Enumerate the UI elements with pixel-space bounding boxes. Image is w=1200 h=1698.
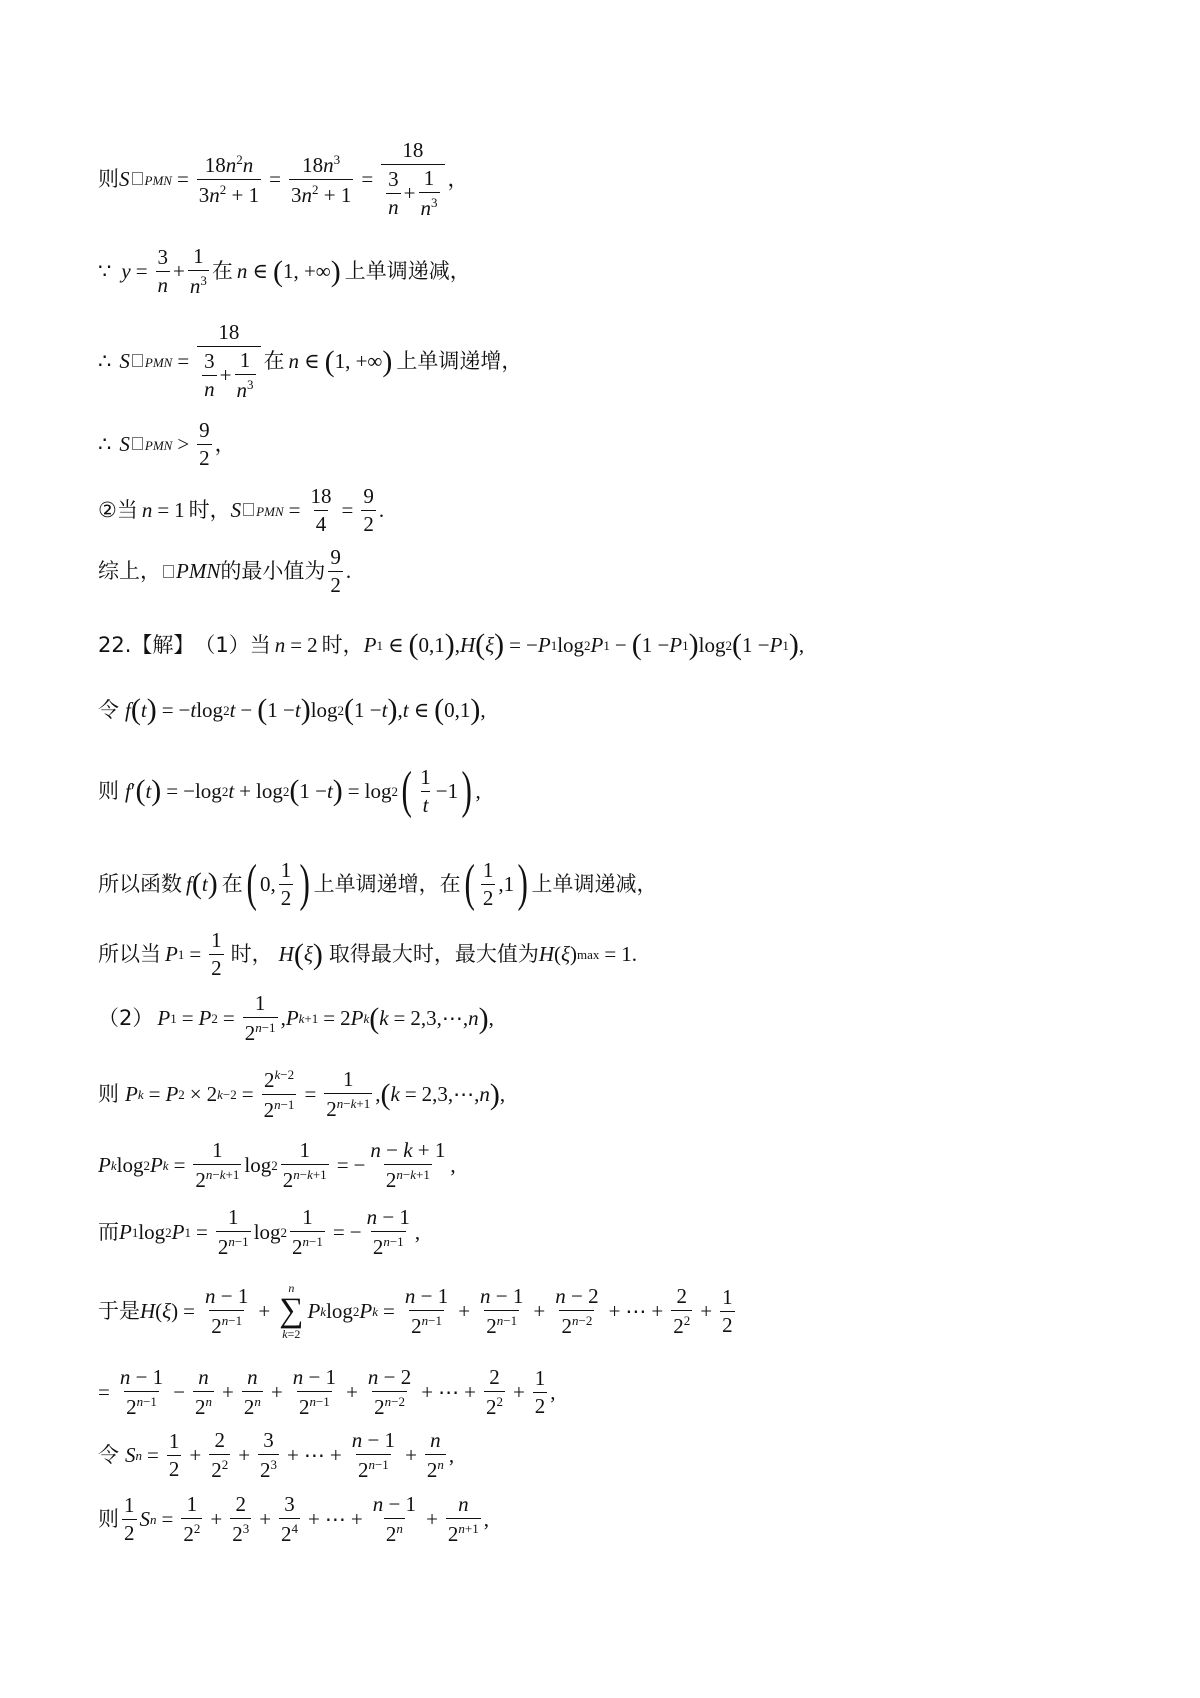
entropy-sum: 于是 H ( ξ ) = $\frac{n - 1}{2^{n-1}}$ + n ∑ k=2 P k log 2 P k = $\frac{n - 1}{2^{n-1}}$ + $\frac{n - 1}{2^{n-1}}$ + $\frac{n - 2}{2^{n-2}}$ + ⋯ + $\frac{2}{2^2}$ + $\frac{1}{2}$ [98,1281,733,1341]
text-er: 而 [98,1220,119,1244]
text-decreasing: 上单调递减， [344,259,471,283]
text-shi: 时， [230,942,273,966]
text-period: . [378,498,385,522]
text-max-value: 取得最大时，最大值为 [328,942,539,966]
text-increasing-then: 上单调递增，在 [313,871,461,896]
text-so-when: 所以当 [98,942,161,966]
text-zai: 在 [221,871,243,896]
text-ze: 则 [98,1082,119,1106]
text-ze: 则 [98,167,119,191]
text-yushi: 于是 [98,1298,140,1323]
problem-22-part-1: 22.【解】 （1）当 n = 2 时， P 1 ∈ ( 0,1 ) , H ( ξ ) = − P 1 log 2 P 1 − ( 1 − P 1 ) log 2 ( 1 − P 1 ) , [98,628,805,661]
text-min-value: 的最小值为 [220,559,326,583]
formula-pk-log: P k log 2 P k = $\frac{1}{2^{n-k+1}}$ log 2 $\frac{1}{2^{n-k+1}}$ = − $\frac{n - k + 1}{2^{n-k+1}}$ , [98,1138,456,1192]
therefore-symbol: ∴ [98,432,112,456]
therefore-symbol: ∴ [98,349,112,373]
text-part-1: （1）当 [194,632,271,657]
text-so-function: 所以函数 [98,871,182,896]
equation-case-n-equals-1: ②当 n = 1 时， S PMN = $\frac{18}{4}$ = $\frac{9}{2}$ . [98,484,385,536]
entropy-rewrite: = $\frac{n - 1}{2^{n-1}}$ − $\frac{n}{2^n}$ + $\frac{n}{2^n}$ + $\frac{n - 1}{2^{n-1}}$ + $\frac{n - 2}{2^{n-2}}$ + ⋯ + $\frac{2}{2^2}$ + $\frac{1}{2}$ , [98,1365,556,1419]
equation-area-greater: ∴ S PMN > $\frac{9}{2}$ ， [98,418,236,470]
text-shi: 时， [188,498,231,522]
text-part-2: （2） [98,1006,154,1030]
half-sn: 则 $\frac{1}{2}$ S n = $\frac{1}{2^2}$ + $\frac{2}{2^3}$ + $\frac{3}{2^4}$ + ⋯ + $\frac{n - 1}{2^n}$ + $\frac{n}{2^{n+1}}$ , [98,1492,489,1546]
text-shi: 时， [321,632,364,657]
question-label-22: 22.【解】 [98,632,195,657]
text-ze: 则 [98,1507,119,1531]
monotonicity-f: 所以函数 f ( t ) 在 ( 0, $\frac{1}{2}$ ) 上单调递增，在 ( $\frac{1}{2}$ ,1 ) 上单调递减， [98,855,658,912]
conclusion-min-area: 综上， PMN 的最小值为 $\frac{9}{2}$ . [98,545,352,597]
text-ling: 令 [98,697,119,722]
define-sn: 令 S n = $\frac{1}{2}$ + $\frac{2}{2^2}$ + $\frac{3}{2^3}$ + ⋯ + $\frac{n - 1}{2^{n-1}}$ + $\frac{n}{2^n}$ , [98,1428,455,1482]
text-zai: 在 [211,259,233,283]
problem-22-part-2: （2） P 1 = P 2 = $\frac{1}{2^{n-1}}$ , P k+1 = 2 P k ( k = 2,3,⋯, n ) , [98,991,494,1045]
max-entropy: 所以当 P 1 = $\frac{1}{2}$ 时， H ( ξ ) 取得最大时，最大值为 H ( ξ ) max = 1. [98,928,637,980]
derivative-f: 则 f ′ ( t ) = −log 2 t + log 2 ( 1 − t ) = log 2 ( $\frac{1}{t}$ −1 ) , [98,762,481,819]
formula-p1-log: 而 P 1 log 2 P 1 = $\frac{1}{2^{n-1}}$ log 2 $\frac{1}{2^{n-1}}$ = − $\frac{n - 1}{2^{n-1}}$ , [98,1205,421,1259]
text-zai: 在 [263,349,285,373]
text-period: . [345,559,352,583]
formula-pk: 则 P k = P 2 × 2 k−2 = $\frac{2^{k-2}}{2^{n-1}}$ = $\frac{1}{2^{n-k+1}}$ , ( k = 2,3,⋯, n ) , [98,1067,506,1122]
text-ling: 令 [98,1443,119,1467]
text-decreasing: 上单调递减， [531,871,658,896]
text-comma: ， [214,432,236,456]
define-f: 令 f ( t ) = − t log 2 t − ( 1 − t ) log 2 ( 1 − t ) , t ∈ ( 0,1 ) , [98,693,486,726]
equation-therefore-increasing: ∴ S PMN = 18 $\frac{3}{n}$ + $\frac{1}{n^3}$ 在 n ∈ ( 1, +∞ ) 上单调递增， [98,320,523,402]
math-area-expression: S PMN = $\frac{18n^2n}{3n^2 + 1}$ = $\frac{18n^3}{3n^2 + 1}$ = 18 $\frac{3}{n}$ + $\frac{1}{n^3}$ [119,140,448,219]
text-comma: ， [447,167,469,191]
text-increasing: 上单调递增， [396,349,523,373]
text-zongshang: 综上， [98,559,161,583]
because-symbol: ∵ [98,259,112,283]
equation-area-pmn [98,140,1140,219]
text-ze: 则 [98,778,119,803]
equation-because-decreasing: ∵ y = $\frac{3}{n}$ + $\frac{1}{n^3}$ 在 n ∈ ( 1, +∞ ) 上单调递减， [98,244,471,298]
text-case-2: ②当 [98,498,138,522]
